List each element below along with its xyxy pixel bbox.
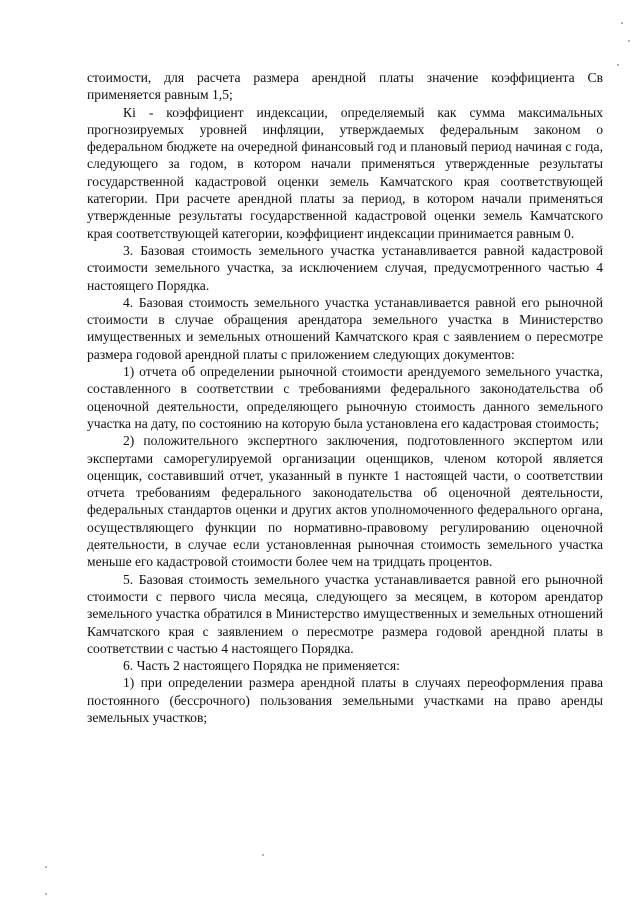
paragraph-item-4-sub-1: 1) отчета об определении рыночной стоимости арендуемого земельного участка, составленного в соответствии с требованиями федерального законодательства об оценочной деятельности, определяющего рыночную стоимость данного земельного участка на дату, по состоянию на которую была установлена его кадастровая стоимость; xyxy=(87,364,603,431)
scan-speck xyxy=(621,22,623,24)
paragraph-item-4-sub-2: 2) положительного экспертного заключения, подготовленного экспертом или экспертами саморегулируемой организации оценщиков, членом которой является оценщик, составивший отчет, указанный в пункте 1 настоящей части, о соответствии отчета требованиям федерального законодательства об оценочной деятельности, федеральных стандартов оценки и других актов уполномоченного федерального органа, осуществляющего функции по нормативно-правовому регулированию оценочной деятельности, в случае если установленная рыночная стоимость земельного участка меньше его кадастровой стоимости более чем на тридцать процентов. xyxy=(87,433,603,570)
scan-speck xyxy=(45,866,47,868)
paragraph-item-5: 5. Базовая стоимость земельного участка устанавливается равной его рыночной стоимости с первого числа месяца, следующего за месяцем, в котором арендатор земельного участка обратился в Министерство имущественных и земельных отношений Камчатского края с заявлением о пересмотре размера годовой арендной платы в соответствии с частью 4 настоящего Порядка. xyxy=(87,571,603,656)
scan-speck xyxy=(617,64,619,66)
paragraph-item-4: 4. Базовая стоимость земельного участка устанавливается равной его рыночной стоимости в случае обращения арендатора земельного участка в Министерство имущественных и земельных отношений Камчатского края с заявлением о пересмотре размера годовой арендной платы с приложением следующих документов: xyxy=(87,294,603,362)
scan-speck xyxy=(628,40,630,42)
document-body xyxy=(87,69,603,726)
paragraph-item-6-sub-1: 1) при определении размера арендной платы в случаях переоформления права постоянного (бессрочного) пользования земельными участками на право аренды земельных участков; xyxy=(87,675,603,725)
scan-speck xyxy=(262,854,264,856)
paragraph-coefficient-ki: Кі - коэффициент индексации, определяемый как сумма максимальных прогнозируемых уровней инфляции, утверждаемых федеральным законом о федеральном бюджете на очередной финансовый год и плановый период начиная с года, следующего за годом, в котором начали применяться утвержденные результаты государственной кадастровой оценки земель Камчатского края соответствующей категории. При расчете арендной платы за период, в котором начали применяться утвержденные результаты государственной кадастровой оценки земель Камчатского края соответствующей категории, коэффициент индексации принимается равным 0. xyxy=(87,104,603,241)
paragraph-item-3: 3. Базовая стоимость земельного участка устанавливается равной кадастровой стоимости земельного участка, за исключением случая, предусмотренного частью 4 настоящего Порядка. xyxy=(87,242,603,293)
paragraph-item-6: 6. Часть 2 настоящего Порядка не применяется: xyxy=(123,658,400,674)
scan-speck xyxy=(45,893,47,895)
paragraph-coefficient-sv: стоимости, для расчета размера арендной платы значение коэффициента Св применяется равным 1,5; xyxy=(87,70,603,103)
